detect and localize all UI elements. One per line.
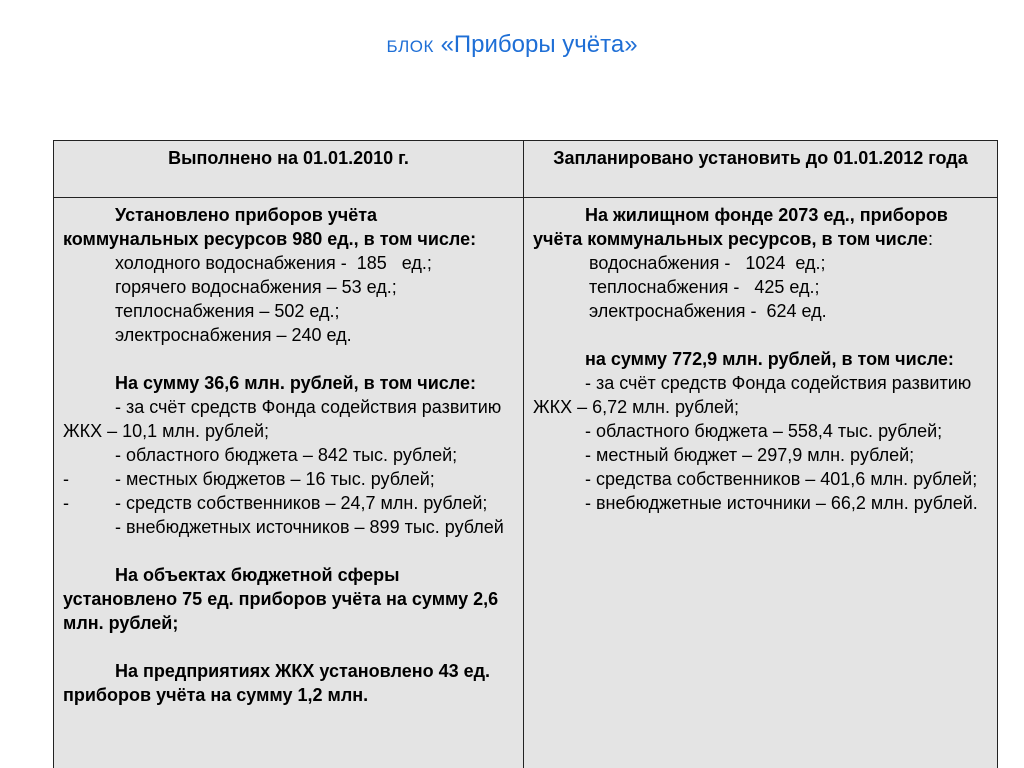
left-budget-sphere: На объектах бюджетной сферы установлено 75 ед. приборов учёта на сумму 2,6 млн. рублей; (63, 565, 499, 633)
left-fund-item: - за счёт средств Фонда содействия развитию ЖКХ – 10,1 млн. рублей; (63, 397, 502, 441)
left-utility-enterprises: На предприятиях ЖКХ установлено 43 ед. приборов учёта на сумму 1,2 млн. (63, 661, 491, 705)
right-housing-text: На жилищном фонде 2073 ед., приборов учёта коммунальных ресурсов, в том числе (533, 205, 948, 249)
right-fund-item: - за счёт средств Фонда содействия развитию ЖКХ – 6,72 млн. рублей; (533, 373, 972, 417)
title-text: «Приборы учёта» (440, 31, 638, 58)
right-sum-heading: на сумму 772,9 млн. рублей, в том числе: (585, 349, 954, 369)
left-fund-item: - областного бюджета – 842 тыс. рублей; (115, 445, 458, 465)
col-header-completed: Выполнено на 01.01.2010 г. (54, 141, 524, 198)
left-fund-item: - местных бюджетов – 16 тыс. рублей; (115, 469, 435, 489)
spacer (63, 347, 513, 371)
left-item: горячего водоснабжения – 53 ед.; (115, 277, 397, 297)
col-header-planned: Запланировано установить до 01.01.2012 года (524, 141, 998, 198)
right-item: электроснабжения - 624 ед. (589, 301, 827, 321)
right-housing-total (533, 203, 987, 251)
title-prefix: БЛОК (386, 37, 434, 56)
dash-mark: - (63, 469, 69, 489)
left-item: электроснабжения – 240 ед. (115, 325, 352, 345)
left-installed-total: Установлено приборов учёта коммунальных ресурсов 980 ед., в том числе: (63, 205, 477, 249)
left-fund-row (63, 467, 513, 491)
table-body-row (54, 198, 998, 768)
left-fund-row (63, 491, 513, 515)
left-fund-item: - внебюджетных источников – 899 тыс. рублей (115, 517, 504, 537)
right-fund-item: - средства собственников – 401,6 млн. рублей; (585, 469, 978, 489)
right-colon: : (927, 229, 933, 249)
table-header-row (54, 141, 998, 198)
spacer (63, 635, 513, 659)
left-sum-heading: На сумму 36,6 млн. рублей, в том числе: (115, 373, 477, 393)
right-item: водоснабжения - 1024 ед.; (589, 253, 826, 273)
left-item: холодного водоснабжения - 185 ед.; (115, 253, 432, 273)
dash-mark: - (63, 493, 69, 513)
cell-planned (524, 198, 998, 768)
right-fund-item: - областного бюджета – 558,4 тыс. рублей; (585, 421, 943, 441)
spacer (533, 323, 987, 347)
right-fund-item: - местный бюджет – 297,9 млн. рублей; (585, 445, 915, 465)
left-item: теплоснабжения – 502 ед.; (115, 301, 340, 321)
meters-table (53, 140, 998, 768)
left-fund-item: - средств собственников – 24,7 млн. рублей; (115, 493, 488, 513)
cell-completed (54, 198, 524, 768)
slide-title (0, 28, 1024, 64)
right-item: теплоснабжения - 425 ед.; (589, 277, 820, 297)
spacer (63, 539, 513, 563)
right-fund-item: - внебюджетные источники – 66,2 млн. рублей. (585, 493, 978, 513)
